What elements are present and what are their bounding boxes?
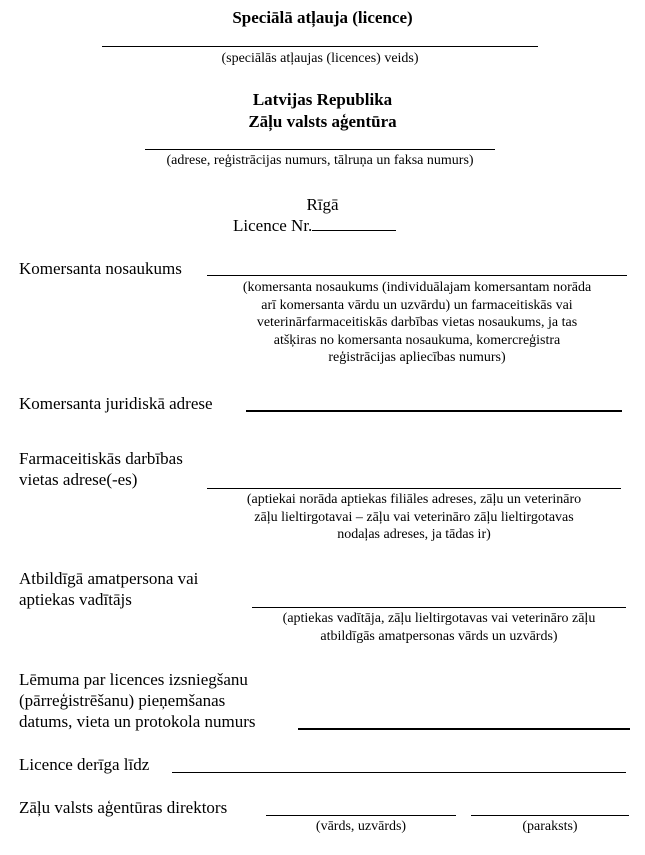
note-line: zāļu lieltirgotavai – zāļu vai veterināro zāļu lieltirgotavas	[254, 509, 574, 525]
license-number-label: Licence Nr.	[233, 216, 313, 235]
note-line: veterinārfarmaceitiskās darbības vietas nosaukums, ja tas	[256, 315, 578, 330]
activity-address-label	[19, 448, 183, 490]
director-label: Zāļu valsts aģentūras direktors	[19, 798, 228, 817]
note-line: (komersanta nosaukums (individuālajam komersantam norāda	[242, 280, 592, 295]
merchant-name-label: Komersanta nosaukums	[19, 259, 182, 278]
activity-address-line[interactable]	[207, 488, 621, 489]
director-name-caption: (vārds, uzvārds)	[315, 819, 407, 834]
note-line: arī komersanta vārdu un uzvārdu) un farmaceitiskās vai	[261, 297, 573, 313]
legal-address-label: Komersanta juridiskā adrese	[19, 394, 213, 413]
label-line: vietas adrese(-es)	[19, 470, 138, 489]
label-line: (pārreģistrēšanu) pieņemšanas	[19, 691, 226, 710]
director-signature-line[interactable]	[471, 815, 629, 816]
note-line: (aptiekai norāda aptiekas filiāles adreses, zāļu un veterināro	[246, 492, 582, 507]
responsible-official-label	[19, 568, 198, 610]
label-line: aptiekas vadītājs	[19, 590, 132, 609]
agency-details-line	[145, 149, 495, 150]
director-name-line[interactable]	[266, 815, 456, 816]
activity-address-note	[207, 491, 621, 544]
responsible-official-note	[252, 610, 626, 645]
valid-until-line[interactable]	[172, 772, 626, 773]
license-number-blank[interactable]	[312, 216, 396, 231]
license-number	[233, 215, 396, 236]
legal-address-line[interactable]	[246, 410, 622, 412]
agency-heading: Zāļu valsts aģentūra	[248, 112, 397, 131]
label-line: Lēmuma par licences izsniegšanu	[19, 670, 248, 689]
note-line: atšķiras no komersanta nosaukuma, komercreģistra	[273, 332, 561, 348]
agency-details-caption: (adrese, reģistrācijas numurs, tālruņa un faksa numurs)	[166, 153, 474, 168]
republic-heading: Latvijas Republika	[252, 90, 393, 109]
note-line: nodaļas adreses, ja tādas ir)	[337, 527, 491, 542]
license-type-line	[102, 46, 538, 47]
document-title: Speciālā atļauja (licence)	[232, 8, 413, 27]
license-type-caption: (speciālās atļaujas (licences) veids)	[221, 51, 419, 66]
label-line: datums, vieta un protokola numurs	[19, 712, 256, 731]
note-line: reģistrācijas apliecības numurs)	[328, 350, 506, 365]
label-line: Atbildīgā amatpersona vai	[19, 569, 199, 588]
decision-line[interactable]	[298, 728, 630, 730]
valid-until-label: Licence derīga līdz	[19, 755, 150, 774]
responsible-official-line[interactable]	[252, 607, 626, 608]
note-line: (aptiekas vadītāja, zāļu lieltirgotavas vai veterināro zāļu	[282, 611, 596, 626]
note-line: atbildīgās amatpersonas vārds un uzvārds)	[320, 628, 558, 644]
merchant-name-note	[207, 279, 627, 367]
decision-label	[19, 669, 256, 732]
director-signature-caption: (paraksts)	[522, 819, 578, 834]
merchant-name-line[interactable]	[207, 275, 627, 276]
city-text: Rīgā	[306, 195, 339, 214]
label-line: Farmaceitiskās darbības	[19, 449, 183, 468]
